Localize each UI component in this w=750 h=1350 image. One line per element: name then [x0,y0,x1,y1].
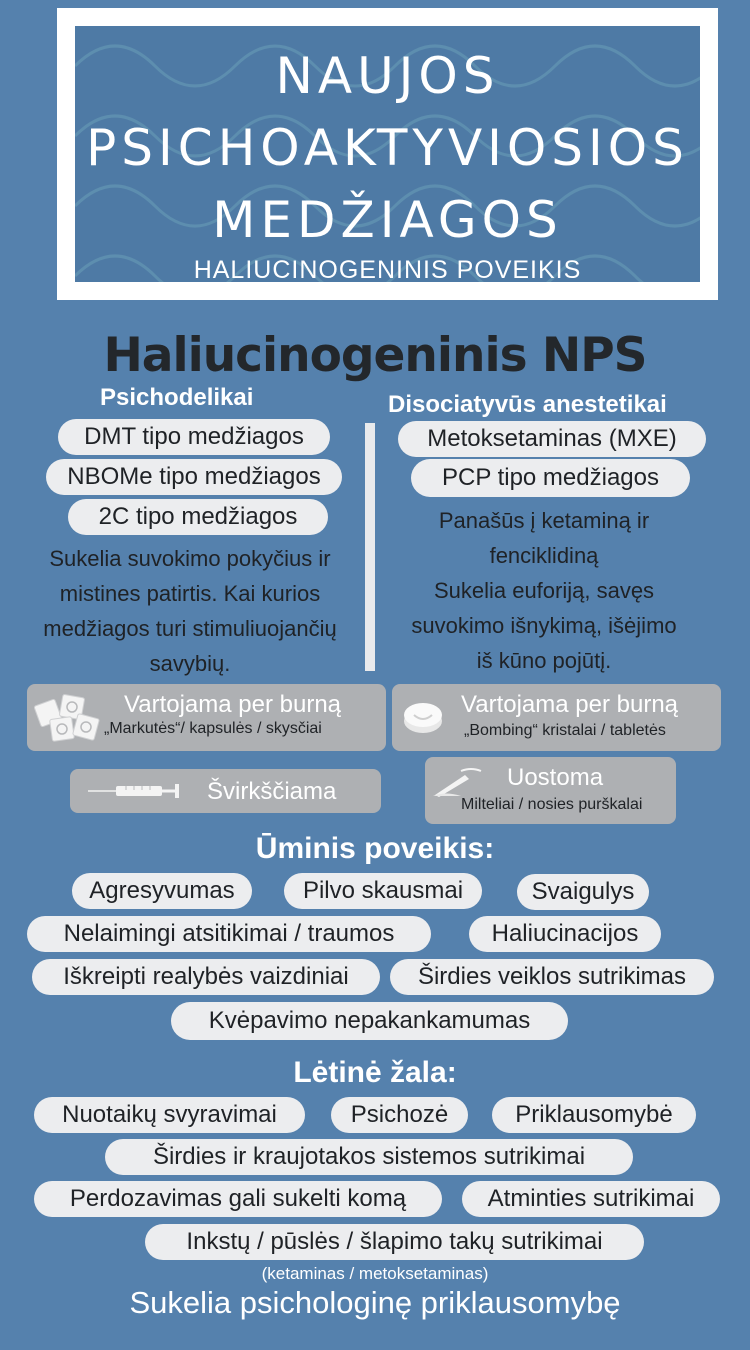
harm-pill: Atminties sutrikimai [462,1181,720,1217]
description-line: iš kūno pojūtį. [476,648,612,673]
header-title-line-3: MEDŽIAGOS [212,191,563,249]
harm-note: (ketaminas / metoksetaminas) [261,1264,489,1283]
harm-pill: Perdozavimas gali sukelti komą [34,1181,442,1217]
harm-pill: Inkstų / pūslės / šlapimo takų sutrikimai [145,1224,644,1260]
left-description [10,541,370,681]
route-label: Uostoma [507,764,604,791]
substance-pill: DMT tipo medžiagos [58,419,330,455]
effect-pill: Širdies veiklos sutrikimas [390,959,714,995]
description-line: Sukelia suvokimo pokyčius ir [49,546,331,571]
left-heading: Psichodelikai [100,384,254,411]
route-label: Švirkščiama [207,778,337,805]
acute-effects-title: Ūminis poveikis: [255,832,495,865]
pill-tablet-icon [402,697,444,737]
description-line: fenciklidiną [489,543,599,568]
description-line: suvokimo išnykimą, išėjimo [411,613,677,638]
harm-pill: Širdies ir kraujotakos sistemos sutrikimai [105,1139,633,1175]
route-label: Vartojama per burną [461,691,679,718]
header-panel [75,26,700,282]
description-line: Panašūs į ketaminą ir [438,508,650,533]
effect-pill: Iškreipti realybės vaizdiniai [32,959,380,995]
injection-route-card [70,769,381,813]
effect-pill: Agresyvumas [72,873,252,909]
substance-pill: Metoksetaminas (MXE) [398,421,706,457]
chronic-harm-title: Lėtinė žala: [293,1056,457,1089]
harm-pill: Psichozė [331,1097,468,1133]
header-title-line-1: NAUJOS [275,47,500,105]
description-line: Sukelia euforiją, savęs [433,578,655,603]
syringe-icon [86,781,186,801]
snort-route-card [425,757,676,824]
column-divider [365,423,375,671]
main-title: Haliucinogeninis NPS [103,328,647,383]
substance-pill: PCP tipo medžiagos [411,459,690,497]
route-detail: „Markutės“/ kapsulės / skysčiai [104,720,322,737]
harm-pill: Priklausomybė [492,1097,696,1133]
powder-icon [431,765,485,799]
header-title-line-2: PSICHOAKTYVIOSIOS [86,119,689,177]
right-heading: Disociatyvūs anestetikai [388,391,667,418]
effect-pill: Haliucinacijos [469,916,661,952]
description-line: medžiagos turi stimuliuojančių [43,616,337,641]
oral-route-card-right [392,684,721,751]
description-line: savybių. [149,651,231,676]
effect-pill: Kvėpavimo nepakankamumas [171,1002,568,1040]
header-frame [57,8,718,300]
right-description [385,503,703,678]
header-subtitle: HALIUCINOGENINIS POVEIKIS [193,256,582,282]
harm-pill: Nuotaikų svyravimai [34,1097,305,1133]
substance-pill: NBOMe tipo medžiagos [46,459,342,495]
route-detail: „Bombing“ kristalai / tabletės [464,722,666,739]
footer-text: Sukelia psichologinę priklausomybę [129,1285,621,1320]
blotter-icon [33,692,103,744]
substance-pill: 2C tipo medžiagos [68,499,328,535]
oral-route-card-left [27,684,386,751]
effect-pill: Nelaimingi atsitikimai / traumos [27,916,431,952]
effect-pill: Svaigulys [517,874,649,910]
effect-pill: Pilvo skausmai [284,873,482,909]
route-detail: Milteliai / nosies purškalai [461,796,643,813]
route-label: Vartojama per burną [124,691,342,718]
description-line: mistines patirtis. Kai kurios [59,581,321,606]
